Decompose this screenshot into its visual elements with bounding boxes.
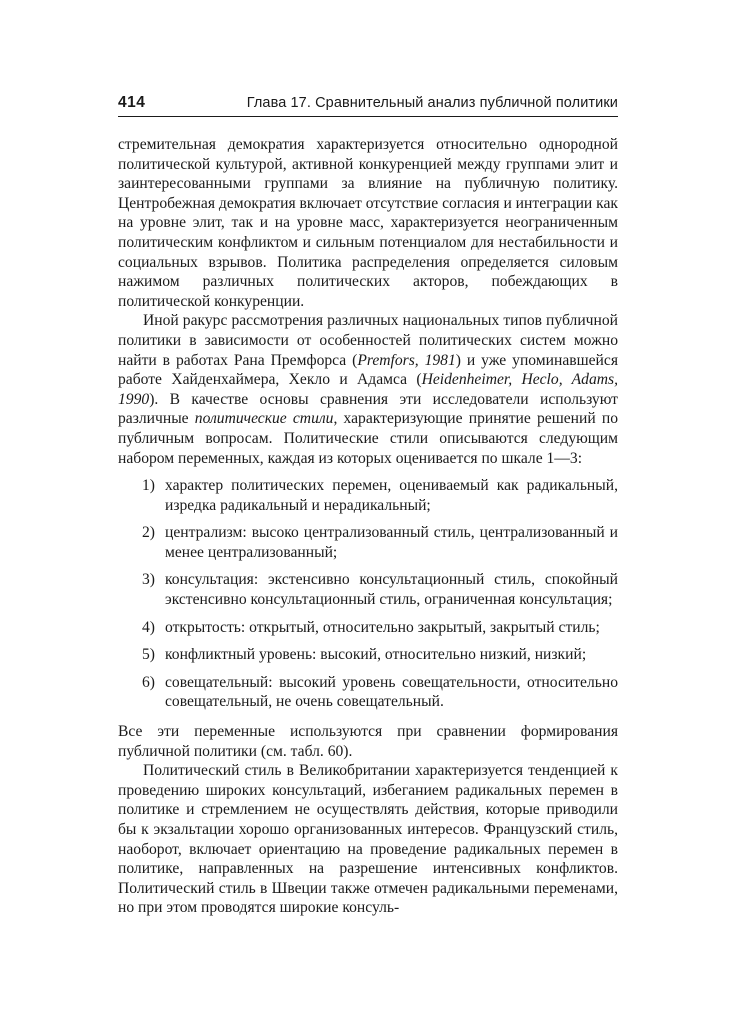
running-head [118,92,618,117]
list-item [118,476,618,515]
list-item-text: централизм: высоко централизованный стиль, централизованный и менее централизованный; [165,524,618,561]
list-item-number: 2) [142,524,155,542]
list-item-number: 4) [142,618,155,636]
list-item-text: открытость: открытый, относительно закрытый, закрытый стиль; [165,618,600,636]
variables-list [118,476,618,712]
text-run: Иной ракурс рассмотрения различных национальных типов публичной политики в зависимости от особенностей политических систем можно найти в работах Рана Премфорса ( [118,312,618,369]
list-item [118,673,618,712]
body-text [118,135,618,918]
list-item [118,645,618,665]
list-item-number: 5) [142,646,155,664]
page-number: 414 [118,94,146,111]
list-item-text: характер политических перемен, оцениваемый как радикальный, изредка радикальный и нерадикальный; [165,477,618,514]
paragraph-political-styles [118,311,618,468]
list-item [118,523,618,562]
list-item-text: конфликтный уровень: высокий, относительно низкий, низкий; [165,646,587,664]
term-political-styles: политические стили [194,410,334,428]
citation-premfors: Premfors, 1981 [357,351,456,369]
paragraph-national-styles: Политический стиль в Великобритании характеризуется тенденцией к проведению широких консультаций, избеганием радикальных перемен в политике и стремлением не осуществлять действия, которые приводили бы к экзальтации хорошо организованных интересов. Французский стиль, наоборот, включает ориентацию на проведение радикальных перемен в политике, направленных на разрешение интенсивных конфликтов. Политический стиль в Швеции также отмечен радикальными переменами, но при этом проводятся широкие консуль- [118,762,618,917]
chapter-title: Глава 17. Сравнительный анализ публичной политики [246,95,618,111]
list-item [118,570,618,609]
list-item-text: консультация: экстенсивно консультационный стиль, спокойный экстенсивно консультационный стиль, ограниченная консультация; [165,571,618,609]
citation-heidenheimer: Heidenheimer, Heclo, Adams, 1990 [118,371,619,408]
list-item [118,618,618,638]
list-item-number: 3) [142,571,155,589]
list-item-number: 6) [142,673,155,691]
paragraph-centrifugal-democracy: стремительная демократия характеризуется относительно однородной политической культурой, активной конкуренцией между группами элит и заинтересованными группами за влияние на публичную политику. Центробежная демократия включает отсутствие согласия и интеграции как на уровне элит, так и на уровне масс, характеризуется неограниченным политическим конфликтом и сильным потенциалом для нестабильности и социальных взрывов. Политика распределения определяется силовым нажимом различных политических акторов, побеждающих в политической конкуренции. [118,136,618,310]
text-run: ) и уже упоминавшейся работе Хайденхаймера, Хекло и Адамса ( [118,351,618,389]
paragraph-variables-comparison: Все эти переменные используются при сравнении формирования публичной политики (см. табл. 60). [118,723,618,760]
book-page [118,92,618,918]
list-item-text: совещательный: высокий уровень совещательности, относительно совещательный, не очень совещательный. [165,673,618,711]
list-item-number: 1) [142,477,155,495]
text-run: ). В качестве основы сравнения эти исследователи используют различные [118,390,618,428]
text-run: , характеризующие принятие решений по публичным вопросам. Политические стили описываются следующим набором переменных, каждая из которых оценивается по шкале 1—3: [118,410,618,467]
